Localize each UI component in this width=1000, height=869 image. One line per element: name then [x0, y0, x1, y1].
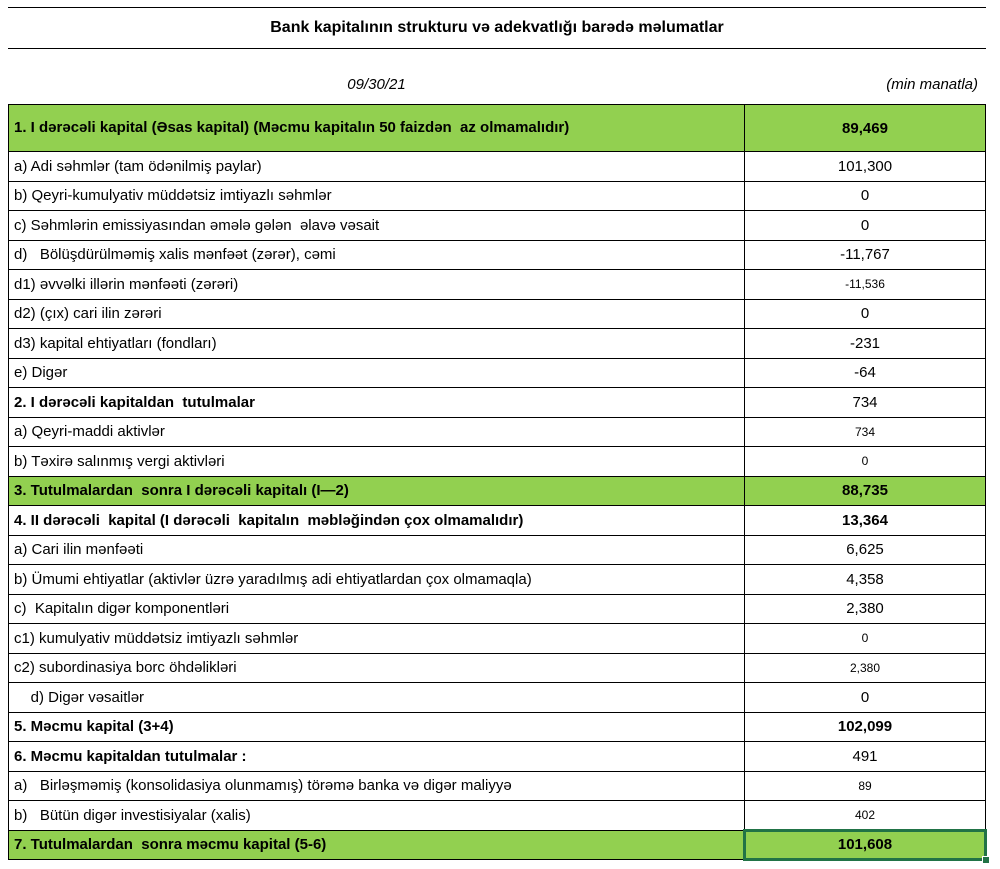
row-value[interactable]: 0 [860, 688, 870, 706]
row-value[interactable]: 2,380 [849, 660, 881, 675]
report-date[interactable]: 09/30/21 [347, 76, 406, 93]
row-value[interactable]: 402 [854, 808, 876, 823]
row-value[interactable]: 0 [861, 631, 869, 646]
table-row [9, 241, 985, 271]
row-value[interactable]: -11,767 [840, 246, 890, 264]
row-value[interactable]: 88,735 [842, 482, 888, 500]
table-row [9, 418, 985, 448]
table-row [9, 683, 985, 713]
row-value[interactable]: 734 [852, 393, 878, 411]
table-row [9, 801, 985, 831]
table-row [9, 211, 985, 241]
capital-table [8, 105, 986, 860]
row-value[interactable]: -64 [854, 364, 876, 382]
row-label[interactable]: b) Bütün digər investisiyalar (xalis) [9, 801, 745, 830]
row-value[interactable]: 101,300 [837, 157, 893, 175]
row-value[interactable]: 13,364 [842, 511, 888, 529]
table-row [9, 359, 985, 389]
row-label[interactable]: c2) subordinasiya borc öhdəlikləri [9, 654, 745, 683]
header-row [8, 65, 986, 105]
table-row [9, 447, 985, 477]
row-label[interactable]: a) Birləşməmiş (konsolidasiya olunmamış) törəmə banka və digər maliyyə [9, 772, 745, 801]
row-value[interactable]: 491 [852, 747, 878, 765]
table-row [9, 388, 985, 418]
table-row [9, 565, 985, 595]
row-label[interactable]: 1. I dərəcəli kapital (Əsas kapital) (Məcmu kapitalın 50 faizdən az olmamalıdır) [9, 105, 745, 151]
row-label[interactable]: d2) (çıx) cari ilin zərəri [9, 300, 745, 329]
row-label[interactable]: a) Cari ilin mənfəəti [9, 536, 745, 565]
row-value[interactable]: 89 [858, 778, 872, 793]
row-label[interactable]: b) Ümumi ehtiyatlar (aktivlər üzrə yaradılmış adi ehtiyatlardan çox olmamaqla) [9, 565, 745, 594]
row-label[interactable]: c) Səhmlərin emissiyasından əmələ gələn əlavə vəsait [9, 211, 745, 240]
table-row [9, 105, 985, 152]
table-row [9, 536, 985, 566]
table-row [9, 270, 985, 300]
fill-handle[interactable] [982, 856, 990, 864]
row-value[interactable]: 0 [860, 216, 870, 234]
row-value[interactable]: -231 [849, 334, 881, 352]
row-value[interactable]: 89,469 [842, 119, 888, 137]
table-row [9, 772, 985, 802]
table-row [9, 713, 985, 743]
row-label[interactable]: d1) əvvəlki illərin mənfəəti (zərəri) [9, 270, 745, 299]
table-row [9, 477, 985, 507]
row-value[interactable]: 4,358 [846, 570, 884, 588]
row-value[interactable]: 0 [860, 305, 870, 323]
row-label[interactable]: 4. II dərəcəli kapital (I dərəcəli kapitalın məbləğindən çox olmamalıdır) [9, 506, 745, 535]
row-label[interactable]: 5. Məcmu kapital (3+4) [9, 713, 745, 742]
row-label[interactable]: 3. Tutulmalardan sonra I dərəcəli kapitalı (I—2) [9, 477, 745, 506]
row-label[interactable]: b) Təxirə salınmış vergi aktivləri [9, 447, 745, 476]
row-value[interactable]: 0 [860, 187, 870, 205]
row-label[interactable]: 7. Tutulmalardan sonra məcmu kapital (5-6) [9, 831, 745, 860]
row-label[interactable]: d3) kapital ehtiyatları (fondları) [9, 329, 745, 358]
row-label[interactable]: d) Digər vəsaitlər [9, 683, 745, 712]
unit-label[interactable]: (min manatla) [886, 76, 978, 93]
table-row [9, 182, 985, 212]
row-value[interactable]: 0 [861, 454, 869, 469]
table-row [9, 831, 985, 861]
row-label[interactable]: a) Qeyri-maddi aktivlər [9, 418, 745, 447]
row-label[interactable]: d) Bölüşdürülməmiş xalis mənfəət (zərər), cəmi [9, 241, 745, 270]
report-title[interactable]: Bank kapitalının strukturu və adekvatlığı barədə məlumatlar [8, 7, 986, 49]
row-value[interactable]: 734 [854, 424, 876, 439]
row-label[interactable]: 6. Məcmu kapitaldan tutulmalar : [9, 742, 745, 771]
row-label[interactable]: 2. I dərəcəli kapitaldan tutulmalar [9, 388, 745, 417]
row-label[interactable]: c1) kumulyativ müddətsiz imtiyazlı səhmlər [9, 624, 745, 653]
row-label[interactable]: b) Qeyri-kumulyativ müddətsiz imtiyazlı səhmlər [9, 182, 745, 211]
table-row [9, 624, 985, 654]
row-label[interactable]: e) Digər [9, 359, 745, 388]
row-label[interactable]: c) Kapitalın digər komponentləri [9, 595, 745, 624]
row-value[interactable]: 101,608 [745, 831, 985, 860]
table-row [9, 742, 985, 772]
spreadsheet [8, 7, 986, 860]
spacer-row [8, 49, 986, 65]
table-row [9, 329, 985, 359]
table-row [9, 152, 985, 182]
row-value[interactable]: 102,099 [837, 718, 893, 736]
row-label[interactable]: a) Adi səhmlər (tam ödənilmiş paylar) [9, 152, 745, 181]
table-row [9, 654, 985, 684]
row-value[interactable]: 6,625 [846, 541, 884, 559]
table-row [9, 595, 985, 625]
row-value[interactable]: -11,536 [845, 277, 885, 292]
table-row [9, 506, 985, 536]
row-value[interactable]: 2,380 [846, 600, 884, 618]
table-row [9, 300, 985, 330]
